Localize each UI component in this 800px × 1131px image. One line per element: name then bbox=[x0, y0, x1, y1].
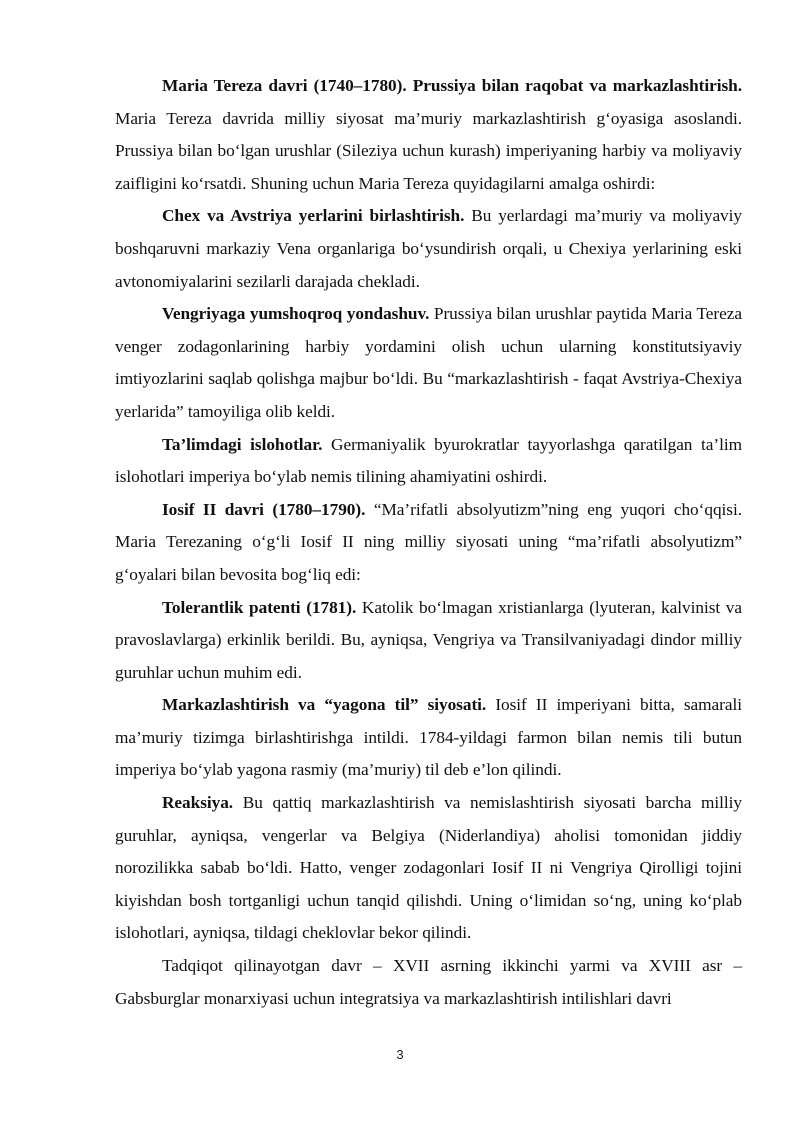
paragraph-text: Prussiya bilan urushlar paytida Maria Tereza venger zodagonlarining harbiy yordamini olish uchun ularning konstitutsiyaviy imtiyozlarini saqlab qolishga majbur bo‘ldi. Bu “markazlashtirish - faqat Avstriya-Chexiya yerlarida” tamoyiliga olib keldi. bbox=[115, 304, 742, 421]
paragraph-heading: Reaksiya. bbox=[162, 793, 234, 813]
paragraph-heading: Ta’limdagi islohotlar. bbox=[162, 434, 323, 454]
paragraph-heading: Chex va Avstriya yerlarini birlashtirish. bbox=[162, 206, 465, 226]
paragraph-education-reforms bbox=[115, 429, 742, 494]
paragraph-text: Maria Tereza davrida milliy siyosat ma’muriy markazlashtirish g‘oyasiga asoslandi. Prussiya bilan bo‘lgan urushlar (Sileziya uchun kurash) imperiyaning harbiy va moliyaviy zaifligini ko‘rsatdi. Shuning uchun Maria Tereza quyidagilarni amalga oshirdi: bbox=[115, 108, 742, 193]
paragraph-heading: Maria Tereza davri (1740–1780). Prussiya bilan raqobat va markazlashtirish. bbox=[162, 76, 742, 95]
paragraph-text: Tadqiqot qilinayotgan davr – XVII asrning ikkinchi yarmi va XVIII asr – Gabsburglar monarxiyasi uchun integratsiya va markazlashtirish intilishlari davri bbox=[115, 956, 742, 1008]
paragraph-maria-tereza-era bbox=[115, 70, 742, 200]
paragraph-hungary-approach bbox=[115, 298, 742, 428]
paragraph-reaction bbox=[115, 787, 742, 950]
paragraph-text: Iosif II imperiyani bitta, samarali ma’muriy tizimga birlashtirishga intildi. 1784-yildagi farmon bilan nemis tili butun imperiya bo‘ylab yagona rasmiy (ma’muriy) til deb e’lon qilindi. bbox=[115, 695, 743, 780]
paragraph-research-period bbox=[115, 950, 742, 1015]
paragraph-text: “Ma’rifatli absolyutizm”ning eng yuqori cho‘qqisi. Maria Terezaning o‘g‘li Iosif II ning milliy siyosati uning “ma’rifatli absolyutizm” g‘oyalari bilan bevosita bog‘liq edi: bbox=[115, 499, 742, 584]
paragraph-heading: Vengriyaga yumshoqroq yondashuv. bbox=[162, 304, 430, 324]
paragraph-joseph-ii-era bbox=[115, 494, 742, 592]
paragraph-text: Katolik bo‘lmagan xristianlarga (lyuteran, kalvinist va pravoslavlarga) erkinlik berildi. Bu, ayniqsa, Vengriya va Transilvaniyadagi dindor milliy guruhlar uchun muhim edi. bbox=[115, 597, 742, 682]
paragraph-tolerance-patent bbox=[115, 592, 742, 690]
paragraph-heading: Tolerantlik patenti (1781). bbox=[162, 597, 357, 617]
paragraph-heading: Markazlashtirish va “yagona til” siyosati. bbox=[162, 695, 487, 715]
document-body bbox=[115, 70, 742, 1015]
paragraph-text: Bu yerlardagi ma’muriy va moliyaviy boshqaruvni markaziy Vena organlariga bo‘ysundirish orqali, u Chexiya yerlarining eski avtonomiyalarini sezilarli darajada chekladi. bbox=[115, 206, 742, 291]
paragraph-heading: Iosif II davri (1780–1790). bbox=[162, 499, 366, 519]
paragraph-single-language-policy bbox=[115, 689, 742, 787]
page-number: 3 bbox=[396, 1047, 404, 1062]
paragraph-czech-austria-unification bbox=[115, 200, 742, 298]
paragraph-text: Germaniyalik byurokratlar tayyorlashga qaratilgan ta’lim islohotlari imperiya bo‘ylab nemis tilining ahamiyatini oshirdi. bbox=[115, 434, 742, 487]
paragraph-text: Bu qattiq markazlashtirish va nemislashtirish siyosati barcha milliy guruhlar, ayniqsa, vengerlar va Belgiya (Niderlandiya) aholisi tomonidan jiddiy norozilikka sabab bo‘ldi. Hatto, venger zodagonlari Iosif II ni Vengriya Qirolligi tojini kiyishdan bosh tortganligi uchun tanqid qilishdi. Uning o‘limidan so‘ng, uning ko‘plab islohotlari, ayniqsa, tildagi cheklovlar bekor qilindi. bbox=[115, 793, 742, 943]
